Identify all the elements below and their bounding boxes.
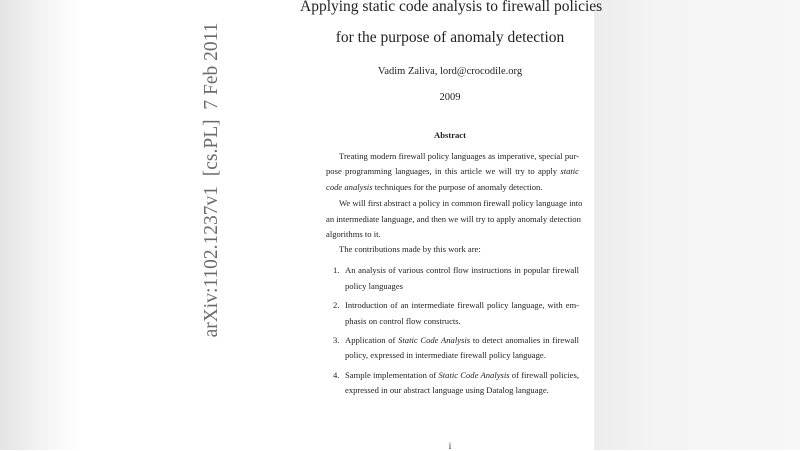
arxiv-stamp: arXiv:1102.1237v1 [cs.PL] 7 Feb 2011 (201, 22, 222, 338)
para3: The contributions made by this work are: (339, 244, 481, 254)
para2-line2: an intermediate language, and then we will try to apply anomaly detection (326, 214, 581, 224)
emphasis: Static Code Analysis (398, 335, 471, 345)
list-number: 2. (333, 300, 340, 310)
emphasis: Static Code Analysis (438, 370, 510, 380)
year: 2009 (439, 92, 461, 103)
abstract-heading: Abstract (434, 130, 466, 140)
text: to detect anomalies in firewall (470, 335, 579, 345)
list-number: 1. (333, 265, 340, 275)
text: pose programming languages, in this article we will try to apply (326, 166, 561, 176)
list-item-4-line2: expressed in our abstract language using Datalog language. (345, 385, 549, 395)
para2-line1: We will first abstract a policy in common firewall policy language into (339, 198, 583, 208)
list-item-1-line2: policy languages (345, 281, 403, 291)
background-left (0, 0, 80, 450)
text: of firewall policies, (509, 370, 579, 380)
list-number: 3. (333, 335, 340, 345)
para2-line3: algorithms to it. (326, 229, 381, 239)
list-number: 4. (333, 370, 340, 380)
text: techniques for the purpose of anomaly detection. (372, 182, 543, 192)
list-item-4-line1 (345, 370, 579, 381)
list-item-2-line1: Introduction of an intermediate firewall policy language, with em- (345, 300, 579, 310)
text: Application of (345, 335, 399, 345)
author: Vadim Zaliva, lord@crocodile.org (377, 66, 523, 77)
list-item-3-line1 (345, 335, 579, 346)
para1-line1: Treating modern firewall policy languages as imperative, special pur- (339, 151, 579, 161)
title-line-1: Applying static code analysis to firewall policies (300, 0, 603, 15)
list-item-3-line2: policy, expressed in intermediate firewall policy language. (345, 350, 546, 360)
title-line-2: for the purpose of anomaly detection (335, 29, 565, 46)
list-item-1-line1: An analysis of various control flow instructions in popular firewall (345, 265, 579, 275)
emphasis: code analysis (326, 182, 373, 192)
page-number: i (448, 441, 452, 451)
para1-line3 (326, 182, 579, 193)
para1-line2 (326, 166, 579, 177)
list-item-2-line2: phasis on control flow constructs. (345, 316, 461, 326)
text: Sample implementation of (345, 370, 439, 380)
emphasis: static (560, 166, 579, 176)
background-right (594, 0, 800, 450)
